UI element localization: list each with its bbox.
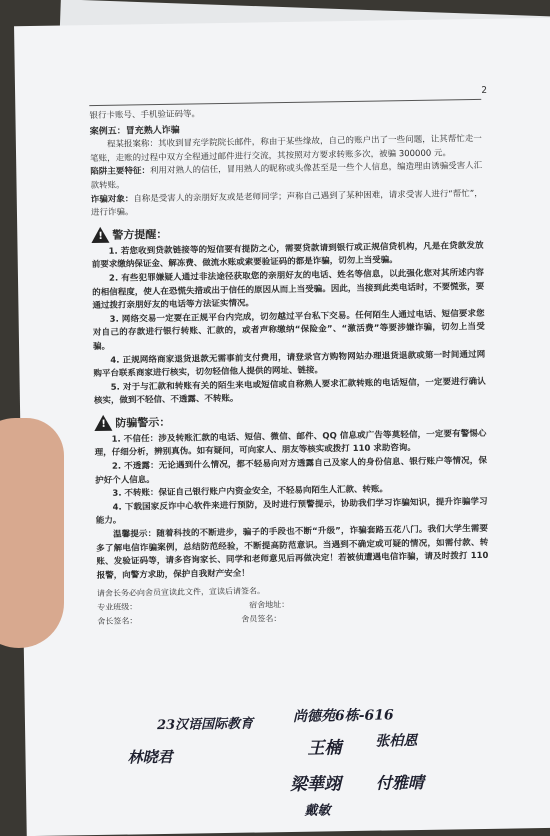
signature-form xyxy=(97,581,490,628)
signature-member: 梁華翊 xyxy=(289,774,342,795)
signature-member: 张柏恩 xyxy=(375,732,418,750)
thumb-holding-paper xyxy=(0,418,64,648)
reminder-item: 3. 网络交易一定要在正规平台内完成，切勿越过平台私下交易。任何陌生人通过电话、短信要求您对自己的存款进行银行转账、汇款的，或者声称缴纳“保险金”、“激活费”等要涉嫌诈骗，切勿上当受骗。 xyxy=(92,308,485,352)
signature-member: 王楠 xyxy=(307,738,342,759)
fraud-alert-heading xyxy=(94,409,486,431)
signature-head: 林晓君 xyxy=(127,747,173,767)
alert-item: 3. 不转账：保证自己银行账户内资金安全，不轻易向陌生人汇款、转账。 xyxy=(112,484,389,500)
page-number: 2 xyxy=(481,85,488,96)
form-request: 请舍长务必向舍员宣读此文件，宣读后请签名。 xyxy=(96,586,266,599)
fraud-alert-list xyxy=(94,428,488,584)
police-reminder-heading xyxy=(91,221,483,243)
warning-triangle-icon: ! xyxy=(91,227,109,243)
class-label: 专业班级： xyxy=(97,602,138,613)
target-text: 自称是受害人的亲朋好友或是老师同学；声称自己遇到了某种困难，请求受害人进行“帮忙”，进行诈骗。 xyxy=(90,188,483,219)
warning-triangle-icon: ! xyxy=(94,415,112,431)
intro-line: 银行卡账号、手机验证码等。 xyxy=(89,109,201,122)
police-reminder-title: 警方提醒： xyxy=(112,227,168,242)
case-target xyxy=(91,187,483,220)
signature-member: 戴敏 xyxy=(304,803,331,819)
case-body: 程某报案称：其收到冒充学院院长邮件，称由于某些缘故，自己的账户出了一些问题，让其帮忙走一笔账，走账的过程中双方全程通过邮件进行交流，其按照对方要求转账多次，被骗 300000 元。 xyxy=(90,134,482,164)
reminder-item: 2. 有些犯罪嫌疑人通过非法途径获取您的亲朋好友的电话、姓名等信息，以此强化您对其所述内容的相信程度，使人在恐慌失措或出于信任的原因从而上当受骗。因此，当接到此类电话时，不要慌张，要通过拨打亲朋好友的电话等方法证实情况。 xyxy=(92,267,485,312)
dorm-label: 宿舍地址： xyxy=(249,599,290,610)
method-label: 陷阱主要特征： xyxy=(90,166,151,178)
handwritten-dorm: 尚德苑6栋-616 xyxy=(292,707,394,725)
fraud-alert-title: 防骗警示： xyxy=(115,415,171,430)
alert-item: 4. 下载国家反诈中心软件来进行预防，及时进行预警提示，协助我们学习诈骗知识，提升诈骗学习能力。 xyxy=(95,496,488,527)
case-title: 案例五：冒充熟人诈骗 xyxy=(89,125,180,137)
document-page xyxy=(14,18,550,836)
closing-note: 温馨提示：随着科技的不断进步，骗子的手段也不断“升级”，诈骗套路五花八门。我们大学生需要多了解电信诈骗案例，总结防范经验，不断提高防范意识。当遇到不确定或可疑的情况，如需付款、转账、发验证码等，请多咨询家长、同学和老师意见后再做决定！若被侦遭遇电信诈骗，请及时拨打 110 报警，向警方求助，保护自我财产安全！ xyxy=(96,523,489,581)
target-label: 诈骗对象： xyxy=(90,193,134,205)
signature-member: 付雅晴 xyxy=(375,772,425,793)
reminder-item: 1. 若您收到贷款链接等的短信要有提防之心，需要贷款请到银行或正规信贷机构，凡是在贷款发放前要求缴纳保证金、解冻费、做流水账或索要验证码的都是诈骗，切勿上当受骗。 xyxy=(91,240,484,271)
document-content xyxy=(89,85,489,628)
reminder-item: 4. 正规网络商家退货退款无需事前支付费用，请登录官方购物网站办理退货退款或第一时间通过网购平台联系商家进行核实，切勿轻信他人提供的网址、链接。 xyxy=(93,349,486,380)
police-reminder-list xyxy=(91,240,486,409)
head-signature-label: 舍长签名： xyxy=(97,615,138,626)
alert-item: 1. 不信任：涉及转账汇款的电话、短信、微信、邮件、QQ 信息或广告等莫轻信，一定要有警惕心理，仔细分析，辨别真伪。如有疑问，可向家人、朋友等核实或拨打 110 求助咨询。 xyxy=(94,428,487,459)
reminder-item: 5. 对于与汇款和转账有关的陌生来电或短信或自称熟人要求汇款转账的电话短信，一定要进行确认核实，做到不轻信、不透露、不转账。 xyxy=(93,376,486,407)
method-text: 利用对熟人的信任，冒用熟人的昵称或头像甚至是一些个人信息，编造理由诱骗受害人汇款转账。 xyxy=(90,161,483,192)
member-signature-label: 舍员签名： xyxy=(241,613,282,624)
alert-item: 2. 不透露：无论遇到什么情况，都不轻易向对方透露自己及家人的身份信息、银行账户等情况，保护好个人信息。 xyxy=(95,455,487,486)
handwritten-class: 23汉语国际教育 xyxy=(156,716,254,734)
